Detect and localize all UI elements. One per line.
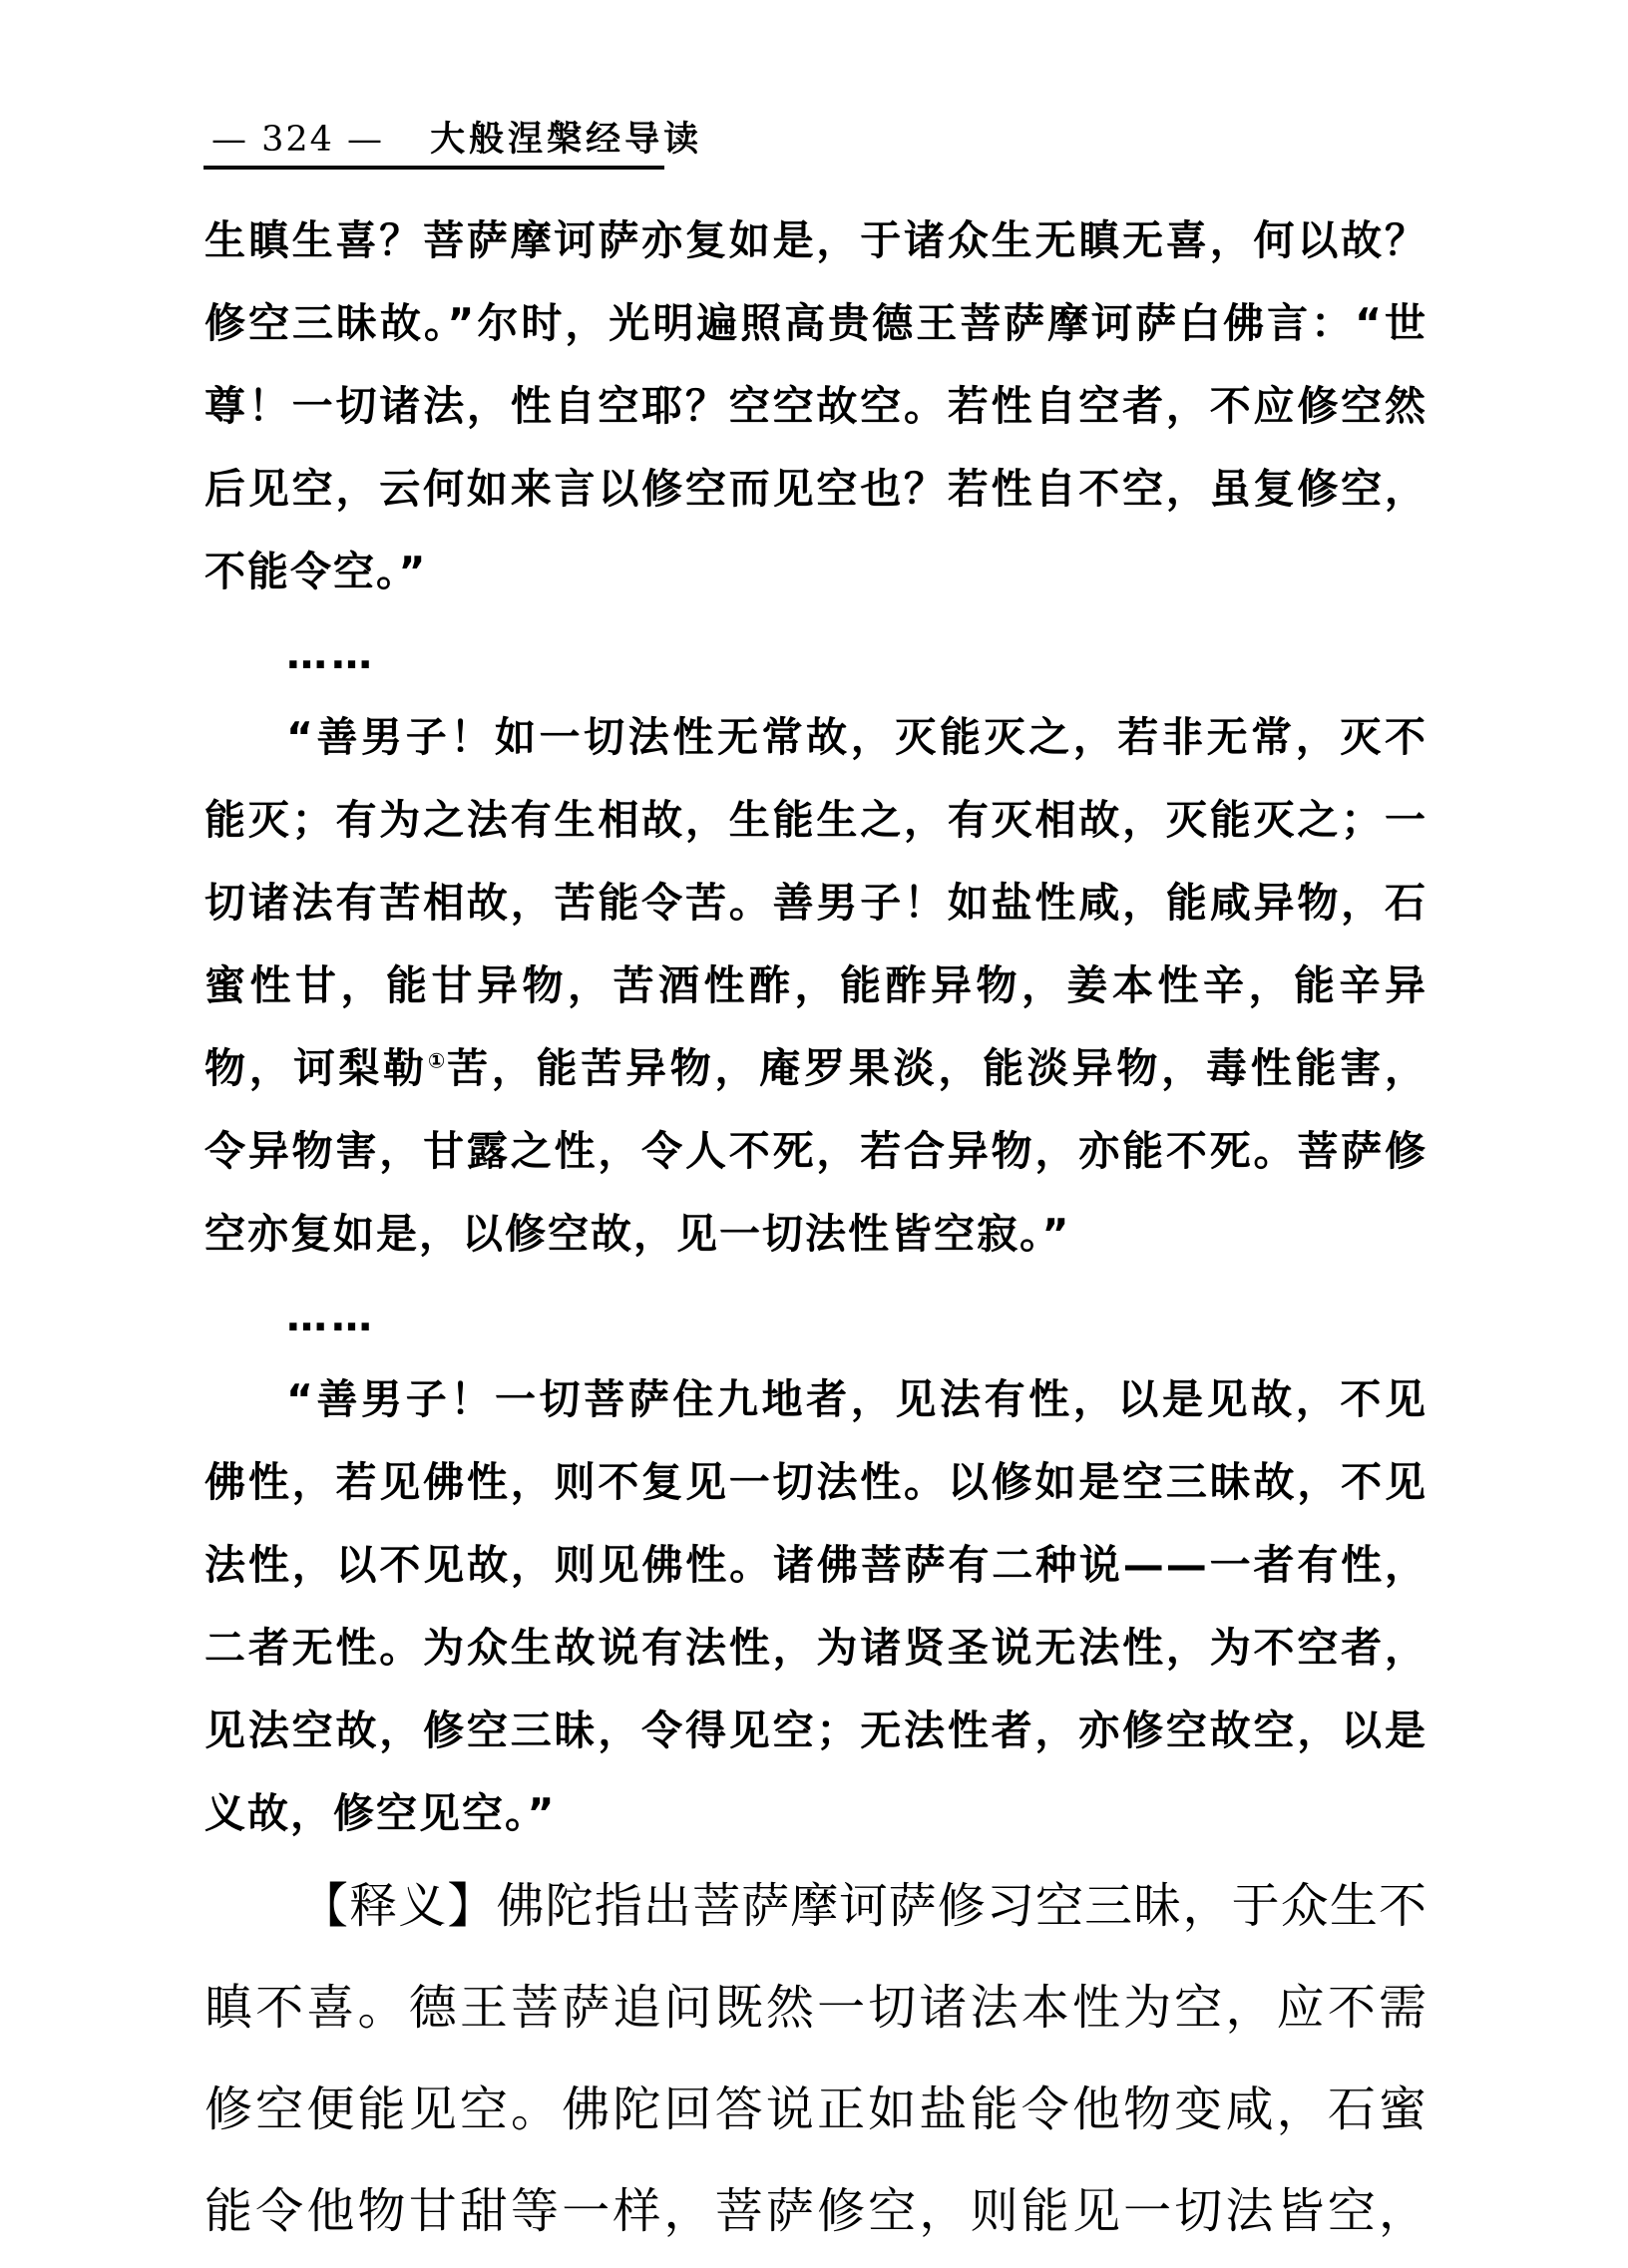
text-line: 二者无性。为众生故说有法性，为诸贤圣说无法性，为不空者， — [204, 1624, 1427, 1672]
text-line: “善男子！一切菩萨住九地者，见法有性，以是见故，不见 — [286, 1375, 1427, 1423]
text-line: 能令他物甘甜等一样，菩萨修空，则能见一切法皆空， — [204, 2183, 1427, 2239]
text-line: 空亦复如是，以修空故，见一切法性皆空寂。” — [204, 1210, 1071, 1258]
text-line: “善男子！如一切法性无常故，灭能灭之，若非无常，灭不 — [286, 713, 1427, 761]
text-line: 令异物害，甘露之性，令人不死，若合异物，亦能不死。菩萨修 — [204, 1127, 1427, 1175]
page-content — [204, 199, 1427, 2262]
ellipsis-separator-2: …… — [286, 1293, 376, 1340]
text-line: 瞋不喜。德王菩萨追问既然一切诸法本性为空，应不需 — [204, 1980, 1427, 2036]
text-line: 修空便能见空。佛陀回答说正如盐能令他物变咸，石蜜 — [204, 2081, 1427, 2137]
scripture-paragraph-2 — [204, 696, 1427, 1276]
commentary-paragraph — [204, 1855, 1427, 2262]
text-line: 见法空故，修空三昧，令得见空；无法性者，亦修空故空，以是 — [204, 1706, 1427, 1754]
text-line: 生瞋生喜？菩萨摩诃萨亦复如是，于诸众生无瞋无喜，何以故？ — [204, 216, 1427, 264]
text-line: 蜜性甘，能甘异物，苦酒性酢，能酢异物，姜本性辛，能辛异 — [204, 961, 1427, 1009]
text-line: 切诸法有苦相故，苦能令苦。善男子！如盐性咸，能咸异物，石 — [204, 879, 1427, 927]
text-line: 能灭；有为之法有生相故，生能生之，有灭相故，灭能灭之；一 — [204, 796, 1427, 844]
ellipsis-separator-1: …… — [286, 630, 376, 678]
text-line: 修空三昧故。”尔时，光明遍照高贵德王菩萨摩诃萨白佛言：“世 — [204, 299, 1427, 347]
page-header — [211, 112, 702, 162]
text-line: 【释义】佛陀指出菩萨摩诃萨修习空三昧，于众生不 — [300, 1878, 1427, 1934]
text-line: 物，诃梨勒①苦，能苦异物，庵罗果淡，能淡异物，毒性能害， — [204, 1044, 1428, 1092]
text-line: 尊！一切诸法，性自空耶？空空故空。若性自空者，不应修空然 — [204, 382, 1427, 430]
scripture-paragraph-3 — [204, 1358, 1427, 1855]
header-rule-divider — [204, 166, 664, 170]
footnote-marker: ① — [427, 1048, 447, 1073]
text-line: 不能令空。” — [204, 548, 428, 595]
text-line: 佛性，若见佛性，则不复见一切法性。以修如是空三昧故，不见 — [204, 1458, 1427, 1506]
scripture-paragraph-1 — [204, 199, 1427, 613]
page-number: — 324 — — [211, 120, 385, 160]
text-line: 法性，以不见故，则见佛性。诸佛菩萨有二种说——一者有性， — [204, 1541, 1427, 1589]
text-line: 义故，修空见空。” — [204, 1789, 557, 1837]
text-line: 后见空，云何如来言以修空而见空也？若性自不空，虽复修空， — [204, 465, 1427, 513]
running-title: 大般涅槃经导读 — [430, 119, 703, 160]
